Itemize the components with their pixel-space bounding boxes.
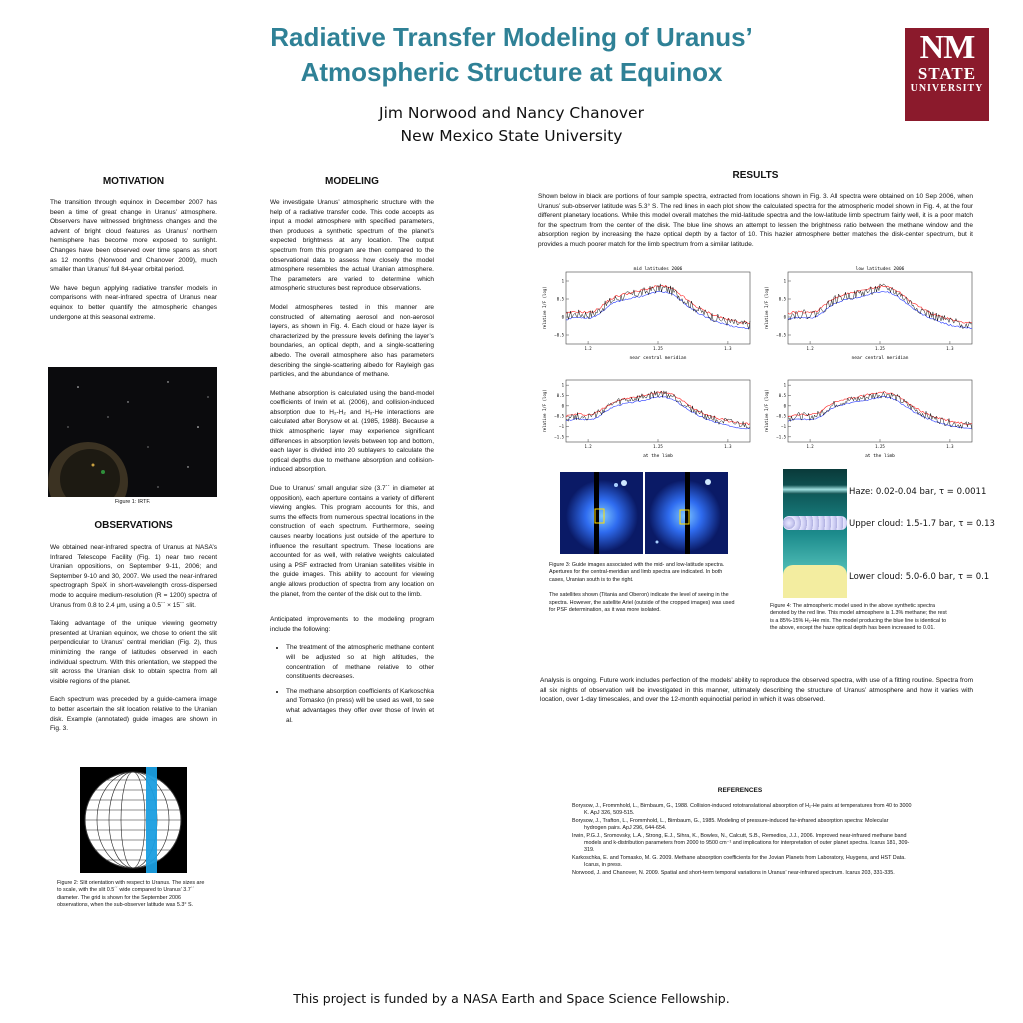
spectrum-plot-svg xyxy=(760,262,980,362)
motivation-paragraph-2: We have begun applying radiative transfer models in comparisons with near-infrared spectra of Uranus near equinox to better quantify the atmospheric changes undergone at this seasonal extreme. xyxy=(50,284,217,321)
modeling-paragraph-3: Methane absorption is calculated using the band-model coefficients of Irwin et al. (2006), and collision-induced absorption due to H₂-H₂ and H₂-He interactions are calculated after Borysow et al. (1985, 1988). Because a thick atmospheric layer may experience significant differences in absorption levels between top and bottom, each layer is divided into 20 sublayers to calculate the optical depths due to methane absorption and collision-induced absorption. xyxy=(270,389,434,474)
observed-spectrum xyxy=(788,284,972,329)
reference-item: Karkoschka, E. and Tomasko, M. G. 2009. Methane absorption coefficients for the Jovian Planets from Laboratory, Huygens, and HST Data. Icarus, in press. xyxy=(572,854,906,869)
references-list xyxy=(572,803,912,877)
modeling-paragraph-4: Due to Uranus’ small angular size (3.7´´ in diameter at opposition), each aperture contains a variety of different viewing angles. This program accounts for this, and sums the effects from numerous spectral locations in the construction of each spectrum. Furthermore, seeing causes nearby locations just outside of the aperture to influence the resultant spectrum. These locations are accounted for as well, with relative weights calculated using a PSF extracted from Uranian satellites visible in the guide images. This ability to account for viewing angle allows production of spectra from any location on the planet, from the center of the disk out to the limb. xyxy=(270,485,434,598)
observations-text xyxy=(50,543,217,743)
y-tick-label: −1.5 xyxy=(776,434,786,440)
plot-frame xyxy=(788,272,972,344)
y-tick-label: 0 xyxy=(561,403,564,409)
figure-1-image xyxy=(48,367,217,497)
model-spectrum-red xyxy=(788,392,972,425)
x-tick-label: 1.25 xyxy=(653,346,663,351)
y-tick-label: 0.5 xyxy=(556,296,564,302)
y-tick-label: −1 xyxy=(559,424,564,429)
logo-state: STATE xyxy=(917,64,977,83)
figure-3-caption-2: The satellites shown (Titania and Oberon) indicate the level of seeing in the spectra. However, the satellite Ariel (outside of the cropped images) was used for PSF determination, as it was more isolated. xyxy=(549,592,735,614)
plot-ylabel: relative I/F (log) xyxy=(764,286,769,330)
plot-ylabel: relative I/F (log) xyxy=(542,286,547,330)
y-tick-label: 1 xyxy=(783,278,786,284)
irtf-dome-graphic xyxy=(48,367,217,497)
spectrum-plot-mid-center xyxy=(538,262,758,362)
model-spectrum-blue xyxy=(788,291,972,328)
observations-paragraph-1: We obtained near-infrared spectra of Uranus at NASA’s Infrared Telescope Facility (Fig. 1) near two recent Uranian oppositions, on September 9-11, 2006; and September 9-10 and 30, 2007. We used the near-infrared spectrograph SpeX in short-wavelength cross-dispersed mode to acquire medium-resolution (R = 1200) spectra of Uranus from 0.8 to 2.4 µm, using a 0.5´´ × 15´´ slit. xyxy=(50,544,217,609)
reference-item: Irwin, P.G.J., Sromovsky, L.A., Strong, E.J., Sihra, K., Bowles, N., Calcutt, S.B., Remedios, J.J., 2006. Improved near-infrared methane band models and k-distribution parameters from 2000 to 9500 cm⁻¹ and implications for interpretation of outer planet spectra. Icarus 181, 309-319. xyxy=(572,832,910,854)
improvement-item: • The treatment of the atmospheric methane content will be adjusted so at high altitudes, the concentration of methane relative to other constituents decreases. xyxy=(286,643,434,681)
x-tick-label: 1.3 xyxy=(946,346,954,351)
x-tick-label: 1.3 xyxy=(724,444,732,449)
x-tick-label: 1.2 xyxy=(584,444,592,449)
affiliation: New Mexico State University xyxy=(400,127,623,145)
upper-cloud-layer xyxy=(783,516,847,530)
plot-title: mid latitudes 2006 xyxy=(633,267,683,272)
observations-heading: OBSERVATIONS xyxy=(94,520,173,531)
x-tick-label: 1.25 xyxy=(653,444,663,449)
title-line-2: Atmospheric Structure at Equinox xyxy=(300,57,723,87)
reference-item: Borysow, J., Frommhold, L., Birnbaum, G., 1988. Collision-induced rototranslational absorption of H₂-He pairs at temperatures from 40 to 3000 K. ApJ 326, 509-515. xyxy=(572,803,912,817)
y-tick-label: −1 xyxy=(781,424,786,429)
reference-item: Norwood, J. and Chanover, N. 2009. Spatial and short-term temporal variations in Uranus’ near-infrared spectrum. Icarus 203, 331-335. xyxy=(572,869,895,876)
haze-layer xyxy=(783,485,847,494)
figure-3-caption xyxy=(549,562,739,614)
figure-2-caption: Figure 2: Slit orientation with respect to Uranus. The sizes are to scale, with the slit 0.5´´ wide compared to Uranus’ 3.7´´ diameter. The grid is shown for the September 2006 observations, when the sub-observer latitude was 5.3° S. xyxy=(57,880,205,909)
improvements-list xyxy=(270,643,434,725)
y-tick-label: 0.5 xyxy=(556,393,564,398)
observations-paragraph-3: Each spectrum was preceded by a guide-camera image to better ascertain the slit location relative to the Uranian disk. Example (annotated) guide images are shown in Fig. 3. xyxy=(50,696,217,733)
results-conclusion: Analysis is ongoing. Future work includes perfection of the models’ ability to reproduce the observed spectra, with use of a fitting routine. Spectra from all six nights of observation will be investigated in this manner, ultimately describing the structure of Uranus’ atmosphere and how it varies with location, over 1-day timescales, and over the 12-month equinoctial period in which it was observed. xyxy=(540,677,973,704)
y-tick-label: 0.5 xyxy=(778,296,786,302)
model-spectrum-blue xyxy=(788,396,972,428)
authors: Jim Norwood and Nancy Chanover xyxy=(379,104,644,122)
spectrum-plot-svg xyxy=(538,262,758,362)
plot-frame xyxy=(788,380,972,442)
guide-image-mid-graphic xyxy=(560,472,643,554)
plot-title: low latitudes 2006 xyxy=(855,267,905,272)
logo-university: UNIVERSITY xyxy=(910,83,984,94)
modeling-paragraph-5: Anticipated improvements to the modeling program include the following: xyxy=(270,616,434,633)
title-line-1: Radiative Transfer Modeling of Uranus’ xyxy=(270,22,753,52)
modeling-paragraph-2: Model atmospheres tested in this manner are constructed of alternating aerosol and non-aerosol layers, as shown in Fig. 4. Each cloud or haze layer is characterized by the pressure levels defining the layer’s boundaries, an optical depth, and a single-scattering albedo. The overall atmosphere also has parameters describing the single-scattering albedo for Rayleigh gas particles, and the abundance of methane. xyxy=(270,303,434,379)
improvement-item: • The methane absorption coefficients of Karkoschka and Tomasko (in press) will be used as well, to see what advantages they offer over those of Irwin et al. xyxy=(286,687,434,725)
plot-frame xyxy=(566,272,750,344)
y-tick-label: −0.5 xyxy=(554,413,564,419)
spectrum-plot-svg xyxy=(760,370,980,460)
spectrum-plot-low-limb xyxy=(760,370,980,460)
y-tick-label: 1 xyxy=(783,382,786,388)
y-tick-label: 0 xyxy=(561,314,564,320)
x-tick-label: 1.2 xyxy=(806,346,814,351)
spectrum-plot-svg xyxy=(538,370,758,460)
x-tick-label: 1.2 xyxy=(584,346,592,351)
x-tick-label: 1.25 xyxy=(875,346,885,351)
haze-label: Haze: 0.02-0.04 bar, τ = 0.0011 xyxy=(849,487,987,497)
plot-xlabel: at the limb xyxy=(643,454,673,459)
y-tick-label: 0 xyxy=(783,314,786,320)
observations-paragraph-2: Taking advantage of the unique viewing geometry presented at Uranian equinox, we chose to orient the slit perpendicular to Uranus’ central meridian (Fig. 2), thus minimizing the range of latitudes observed in each individual spectrum. With this orientation, we stepped the slit across the Uranian disk to obtain spectra from all visible regions of the planet. xyxy=(50,620,217,685)
plot-xlabel: near central meridian xyxy=(851,356,909,361)
x-tick-label: 1.25 xyxy=(875,444,885,449)
reference-item: Borysow, J., Trafton, L., Frommhold, L., Birnbaum, G., 1985. Modeling of pressure-induced far-infrared absorption spectra: Molecular hydrogen pairs. ApJ 296, 644-654. xyxy=(572,817,889,832)
plot-xlabel: near central meridian xyxy=(629,356,687,361)
results-text: Shown below in black are portions of four sample spectra, extracted from locations shown in Fig. 3. All spectra were obtained on 10 Sep 2006, when Uranus’ sub-observer latitude was 5.3° S. The red lines in each plot show the calculated spectra for the atmospheric model shown in Fig. 4, at the four different planetary locations. While this model overall matches the mid-latitude spectra and the low-latitude limb spectrum fairly well, it is a poor match for the spectrum from the center of the disk. The blue line shows an attempt to lessen the brightness ratio between the methane window and the absorption region by increasing the haze optical depth by a factor of 10. This hazier atmosphere better matches the disk-center spectrum, but it provides a much poorer match for the limb spectrum from a similar latitude. xyxy=(538,193,973,248)
plot-ylabel: relative I/F (log) xyxy=(764,389,769,433)
results-heading: RESULTS xyxy=(732,170,779,181)
lower-cloud-label: Lower cloud: 5.0-6.0 bar, τ = 0.1 xyxy=(849,572,990,582)
plot-xlabel: at the limb xyxy=(865,454,895,459)
model-spectrum-blue xyxy=(566,291,750,329)
observed-spectrum xyxy=(566,391,750,429)
figure-3-caption-1: Figure 3: Guide images associated with the mid- and low-latitude spectra. Apertures for the central-meridian and limb spectra are indicated. In both cases, Uranian south is to the right. xyxy=(549,562,725,583)
y-tick-label: −0.5 xyxy=(776,413,786,419)
author-block xyxy=(200,102,823,148)
logo-nm: NM xyxy=(919,29,975,66)
y-tick-label: −1.5 xyxy=(554,434,564,440)
guide-image-low-graphic xyxy=(645,472,728,554)
x-tick-label: 1.2 xyxy=(806,444,814,449)
y-tick-label: 1 xyxy=(561,278,564,284)
motivation-paragraph-1: The transition through equinox in December 2007 has been a time of great change in Uranus’ atmosphere. Observers have witnessed brightness changes and the advent of bright cloud features as Uranus’ northern hemisphere has become more exposed to sunlight. Changes have been observed over time spans as short as 12 months (Norwood and Chanover 2009), much smaller than Uranus’ full 84-year orbital period. xyxy=(50,199,217,274)
x-tick-label: 1.3 xyxy=(724,346,732,351)
y-tick-label: −0.5 xyxy=(554,332,564,338)
atmosphere-model-diagram xyxy=(783,469,847,598)
guide-image-mid xyxy=(560,472,643,554)
y-tick-label: 0.5 xyxy=(778,393,786,398)
y-tick-label: 1 xyxy=(561,382,564,388)
modeling-heading: MODELING xyxy=(325,176,379,187)
upper-cloud-label: Upper cloud: 1.5-1.7 bar, τ = 0.13 xyxy=(849,519,995,529)
motivation-heading: MOTIVATION xyxy=(102,176,165,187)
lower-cloud-layer xyxy=(783,565,847,598)
spectrum-plot-mid-limb xyxy=(538,370,758,460)
poster-title xyxy=(150,20,873,90)
x-tick-label: 1.3 xyxy=(946,444,954,449)
model-spectrum-blue xyxy=(566,397,750,429)
guide-image-low xyxy=(645,472,728,554)
y-tick-label: 0 xyxy=(783,403,786,409)
university-logo xyxy=(905,28,989,121)
motivation-text xyxy=(50,198,217,331)
figure-1-caption: Figure 1: IRTF. xyxy=(115,499,151,505)
plot-frame xyxy=(566,380,750,442)
y-tick-label: −0.5 xyxy=(776,332,786,338)
modeling-paragraph-1: We investigate Uranus’ atmospheric structure with the help of a radiative transfer code. This code accepts as input a model atmosphere with specified parameters, then produces a synthetic spectrum of the planet’s expected brightness at any location. The output spectrum from this program are then compared to the observational data to assess how closely the model atmosphere resembles the actual Uranian atmosphere. The parameters are varied to determine which atmospheric structures best reproduce observations. xyxy=(270,199,434,293)
spectrum-plot-low-center xyxy=(760,262,980,362)
plot-ylabel: relative I/F (log) xyxy=(542,389,547,433)
references-heading: REFERENCES xyxy=(717,787,763,794)
figure-2-image xyxy=(80,767,187,873)
modeling-text xyxy=(270,198,434,730)
uranus-slit-graphic xyxy=(80,767,187,873)
funding-footer: This project is funded by a NASA Earth and Space Science Fellowship. xyxy=(293,991,730,1006)
figure-4-caption: Figure 4: The atmospheric model used in the above synthetic spectra denoted by the red line. This model atmosphere is 1.3% methane; the rest is a 85%-15% H₂-He mix. The model producing the blue line is identical to the above, except the haze optical depth has been increased to 0.01. xyxy=(770,603,947,632)
